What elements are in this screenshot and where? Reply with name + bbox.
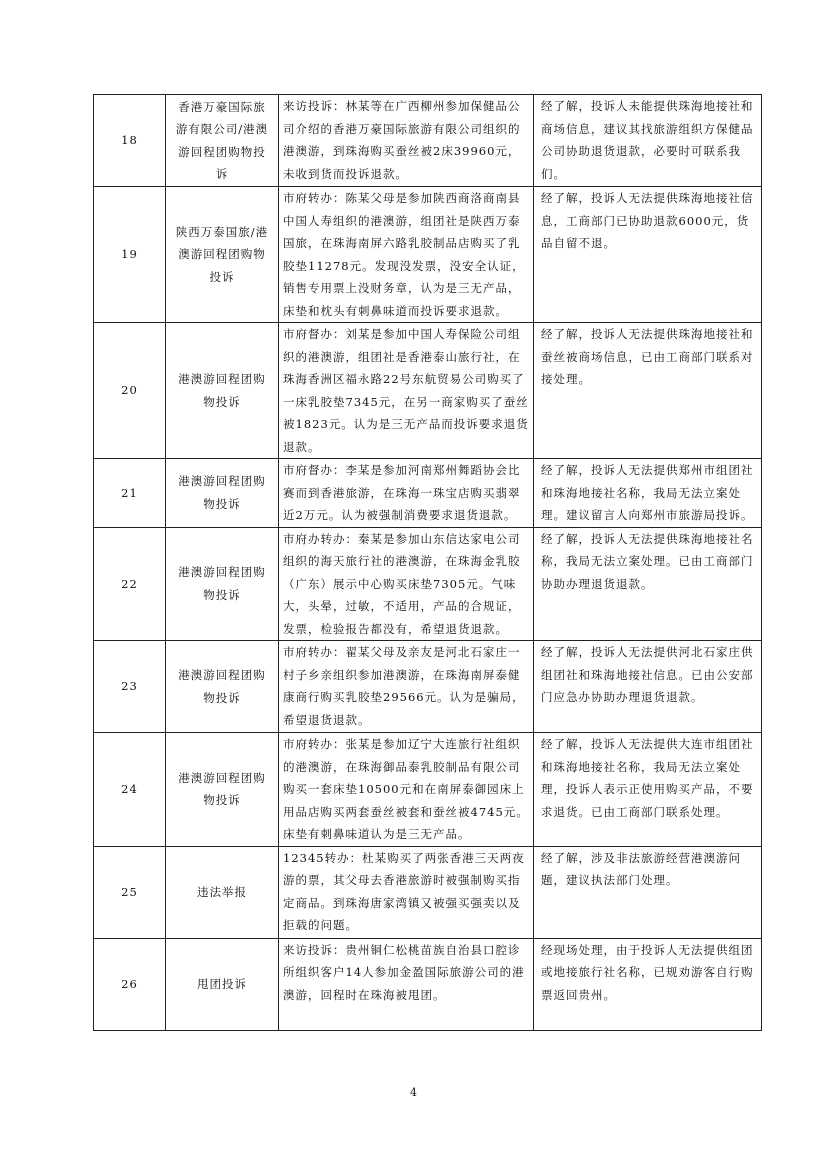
complaint-content: 市府督办：李某是参加河南郑州舞蹈协会比赛而到香港旅游，在珠海一珠宝店购买翡翠近2万元。认为被强制消费要求退货退款。 [279,459,534,528]
table-row [94,323,762,459]
complaint-type: 香港万豪国际旅游有限公司/港澳游回程团购物投诉 [166,95,279,187]
table-row [94,187,762,323]
complaint-type: 港澳游回程团购物投诉 [166,323,279,459]
handling-result: 经了解，投诉人无法提供大连市组团社和珠海地接社名称，我局无法立案处理，投诉人表示正使用购买产品，不要求退货。已由工商部门联系处理。 [534,733,762,847]
handling-result: 经现场处理，由于投诉人无法提供组团或地接旅行社名称，已规劝游客自行购票返回贵州。 [534,938,762,1030]
handling-result: 经了解，投诉人未能提供珠海地接社和商场信息，建议其找旅游组织方保健品公司协助退货退款，必要时可联系我们。 [534,95,762,187]
row-number: 24 [94,733,166,847]
complaint-content: 市府转办：翟某父母及亲友是河北石家庄一村子乡亲组织参加港澳游，在珠海南屏泰健康商行购买乳胶垫29566元。认为是骗局，希望退货退款。 [279,641,534,733]
handling-result: 经了解，涉及非法旅游经营港澳游问题，建议执法部门处理。 [534,846,762,938]
table-row [94,641,762,733]
handling-result: 经了解，投诉人无法提供珠海地接社名称，我局无法立案处理。已由工商部门协助办理退货退款。 [534,527,762,641]
complaints-table [93,94,762,1031]
complaint-content: 12345转办：杜某购买了两张香港三天两夜游的票，其父母去香港旅游时被强制购买指定商品。到珠海唐家湾镇又被强买强卖以及拒载的问题。 [279,846,534,938]
complaint-type: 甩团投诉 [166,938,279,1030]
row-number: 19 [94,187,166,323]
handling-result: 经了解，投诉人无法提供珠海地接社信息，工商部门已协助退款6000元，货品自留不退。 [534,187,762,323]
complaint-content: 来访投诉：林某等在广西柳州参加保健品公司介绍的香港万豪国际旅游有限公司组织的港澳游，到珠海购买蚕丝被2床39960元，未收到货而投诉退款。 [279,95,534,187]
complaint-type: 违法举报 [166,846,279,938]
complaint-type: 港澳游回程团购物投诉 [166,527,279,641]
table-row [94,95,762,187]
complaint-content: 市府督办：刘某是参加中国人寿保险公司组织的港澳游，组团社是香港泰山旅行社，在珠海香洲区福永路22号东航贸易公司购买了一床乳胶垫7345元，在另一商家购买了蚕丝被1823元。认为是三无产品而投诉要求退货退款。 [279,323,534,459]
page-number: 4 [410,1086,417,1099]
handling-result: 经了解，投诉人无法提供郑州市组团社和珠海地接社名称，我局无法立案处理。建议留言人向郑州市旅游局投诉。 [534,459,762,528]
complaint-content: 市府转办：陈某父母是参加陕西商洛商南县中国人寿组织的港澳游，组团社是陕西万泰国旅，在珠海南屏六路乳胶制品店购买了乳胶垫11278元。发现没发票，没安全认证，销售专用票上没财务章，认为是三无产品，床垫和枕头有刺鼻味道而投诉要求退款。 [279,187,534,323]
row-number: 22 [94,527,166,641]
row-number: 18 [94,95,166,187]
row-number: 26 [94,938,166,1030]
complaint-type: 港澳游回程团购物投诉 [166,641,279,733]
complaint-content: 市府转办：张某是参加辽宁大连旅行社组织的港澳游，在珠海御品泰乳胶制品有限公司购买一套床垫10500元和在南屏泰御园床上用品店购买两套蚕丝被套和蚕丝被4745元。床垫有刺鼻味道认为是三无产品。 [279,733,534,847]
table-row [94,938,762,1030]
complaint-type: 陕西万泰国旅/港澳游回程团购物投诉 [166,187,279,323]
complaint-type: 港澳游回程团购物投诉 [166,733,279,847]
row-number: 20 [94,323,166,459]
complaint-content: 来访投诉：贵州铜仁松桃苗族自治县口腔诊所组织客户14人参加金盈国际旅游公司的港澳游，回程时在珠海被甩团。 [279,938,534,1030]
table-row [94,527,762,641]
handling-result: 经了解，投诉人无法提供珠海地接社和蚕丝被商场信息，已由工商部门联系对接处理。 [534,323,762,459]
handling-result: 经了解，投诉人无法提供河北石家庄供组团社和珠海地接社信息。已由公安部门应急办协助办理退货退款。 [534,641,762,733]
table-row [94,459,762,528]
row-number: 23 [94,641,166,733]
table-row [94,733,762,847]
row-number: 25 [94,846,166,938]
table-row [94,846,762,938]
row-number: 21 [94,459,166,528]
complaint-type: 港澳游回程团购物投诉 [166,459,279,528]
complaint-content: 市府办转办：秦某是参加山东信达家电公司组织的海天旅行社的港澳游，在珠海金乳胶（广东）展示中心购买床垫7305元。气味大，头晕，过敏，不适用，产品的合规证，发票，检验报告都没有，希望退货退款。 [279,527,534,641]
